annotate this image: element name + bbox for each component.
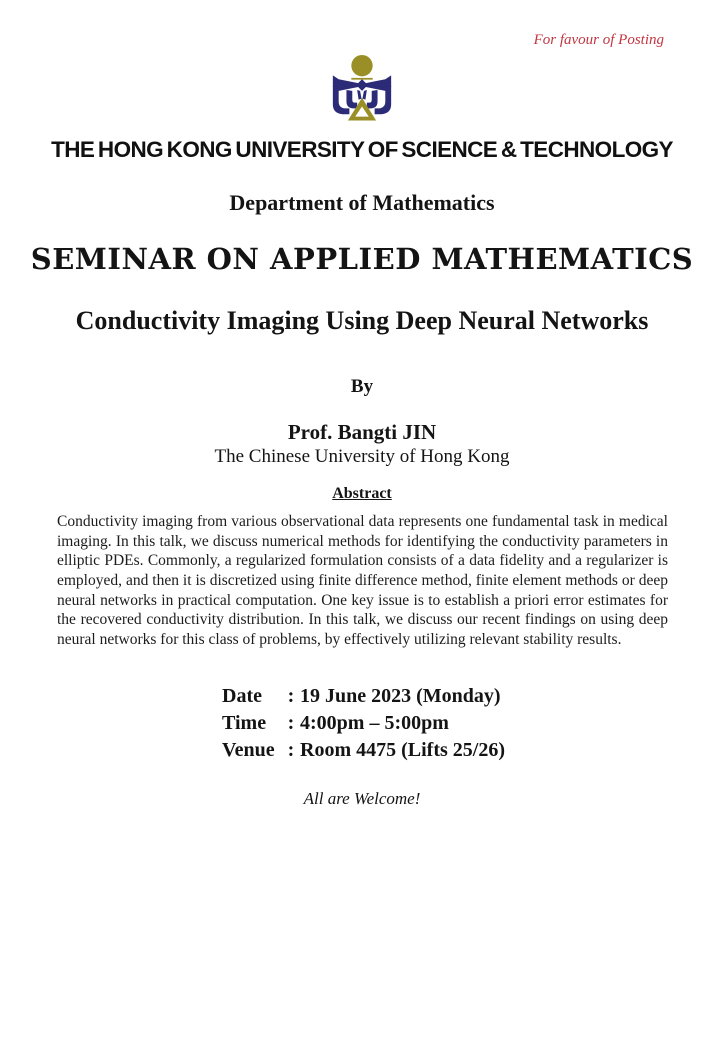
- talk-title: Conductivity Imaging Using Deep Neural Networks: [75, 306, 649, 335]
- department-name: Department of Mathematics: [229, 190, 495, 215]
- detail-separator: :: [287, 738, 295, 761]
- logo-container: [0, 54, 724, 122]
- abstract-text: Conductivity imaging from various observational data represents one fundamental task in medical imaging. In this talk, we discuss numerical methods for identifying the conductivity parameters in elliptic PDEs. Commonly, a regularized formulation consists of a data fidelity and a regularizer is employed, and then it is discretized using finite difference method, finite element methods or deep neural networks in practical computation. One key issue is to establish a priori error estimates for the recovered conductivity distribution. In this talk, we discuss our recent findings on using deep neural networks for this class of problems, by effectively utilizing relevant stability results.: [57, 513, 668, 649]
- detail-value-venue: Room 4475 (Lifts 25/26): [300, 738, 505, 761]
- by-label: By: [350, 376, 374, 397]
- speaker-name: Prof. Bangti JIN: [287, 420, 437, 444]
- speaker-affiliation: The Chinese University of Hong Kong: [214, 446, 510, 467]
- seminar-series-title: SEMINAR ON APPLIED MATHEMATICS: [30, 242, 694, 276]
- detail-separator: :: [287, 711, 295, 734]
- welcome-note: All are Welcome!: [303, 788, 421, 808]
- detail-value-date: 19 June 2023 (Monday): [300, 684, 501, 707]
- detail-label-date: Date: [222, 684, 262, 707]
- detail-label-time: Time: [222, 711, 267, 734]
- seminar-poster: [0, 32, 724, 1056]
- event-details: [222, 686, 724, 761]
- detail-separator: :: [287, 684, 295, 707]
- posting-note: For favour of Posting: [533, 32, 664, 48]
- detail-label-venue: Venue: [222, 738, 275, 761]
- abstract-heading-text: Abstract: [332, 485, 392, 502]
- abstract-heading: [0, 485, 724, 503]
- detail-value-time: 4:00pm – 5:00pm: [300, 711, 449, 734]
- university-name: THE HONG KONG UNIVERSITY OF SCIENCE & TECHNOLOGY: [51, 137, 673, 162]
- hkust-logo-icon: [325, 54, 399, 122]
